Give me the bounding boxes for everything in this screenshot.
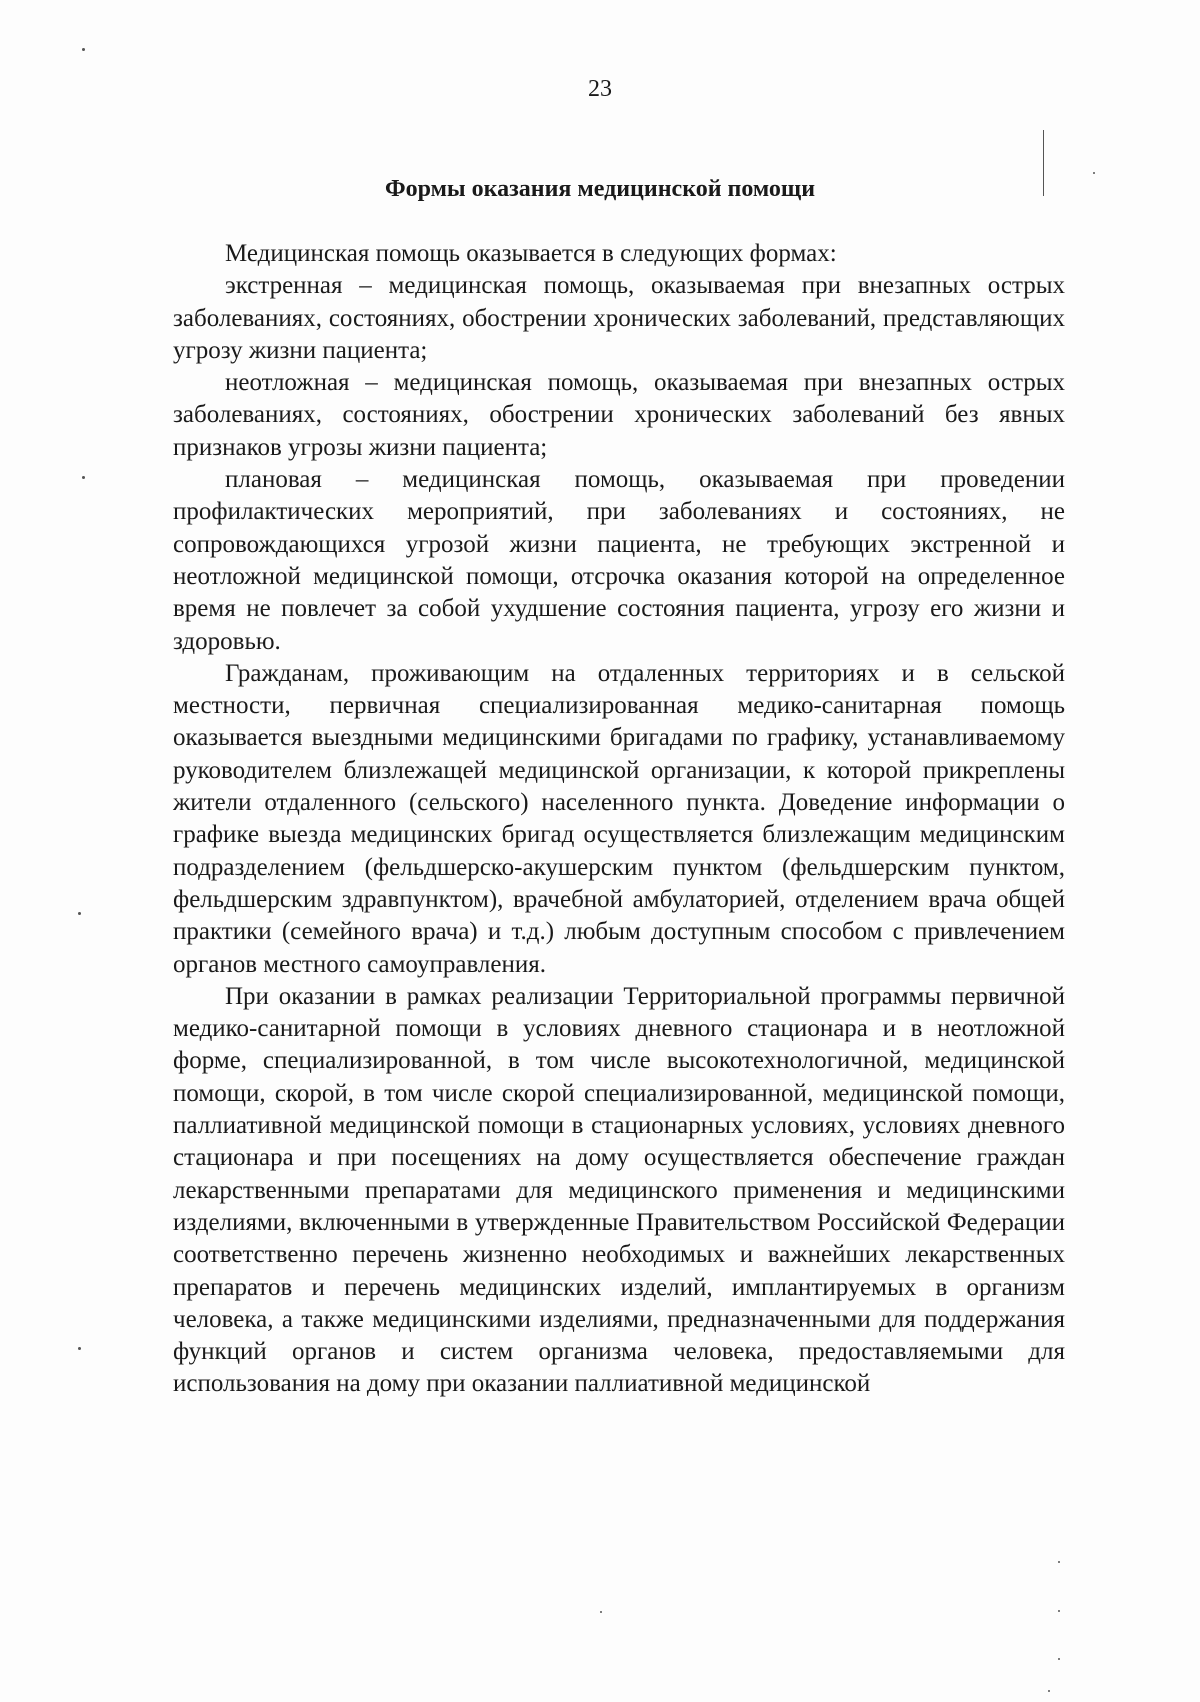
- scan-speck: [600, 1611, 602, 1613]
- section-title: Формы оказания медицинской помощи: [384, 176, 816, 202]
- paragraph-rural-care: Гражданам, проживающим на отдаленных территориях и в сельской местности, первичная специализированная медико-санитарная помощь оказывается выездными медицинскими бригадами по графику, устанавливаемому руководителем близлежащей медицинской организации, к которой прикреплены жители отдаленного (сельского) населенного пункта. Доведение информации о графике выезда медицинских бригад осуществляется близлежащим медицинским подразделением (фельдшерско-акушерским пунктом (фельдшерским пунктом, фельдшерским здравпунктом), врачебной амбулаторией, отделением врача общей практики (семейного врача) и т.д.) любым доступным способом с привлечением органов местного самоуправления.: [173, 659, 1065, 978]
- scan-speck: [1048, 1690, 1050, 1692]
- page-number: 23: [588, 76, 612, 102]
- scan-speck: [82, 476, 85, 479]
- scan-speck: [1058, 1610, 1060, 1612]
- paragraph-emergency: экстренная – медицинская помощь, оказываемая при внезапных острых заболеваниях, состояниях, обострении хронических заболеваний, представляющих угрозу жизни пациента;: [173, 272, 1065, 364]
- paragraph-intro: Медицинская помощь оказывается в следующих формах:: [225, 240, 837, 267]
- scan-speck: [1093, 172, 1095, 174]
- scan-line: [1043, 130, 1044, 196]
- scan-speck: [78, 1347, 81, 1350]
- scan-speck: [1058, 1658, 1060, 1660]
- scan-speck: [78, 912, 81, 915]
- paragraph-urgent: неотложная – медицинская помощь, оказываемая при внезапных острых заболеваниях, состояниях, обострении хронических заболеваний без явных признаков угрозы жизни пациента;: [173, 369, 1065, 461]
- paragraph-planned: плановая – медицинская помощь, оказываемая при проведении профилактических мероприятий, при заболеваниях и состояниях, не сопровождающихся угрозой жизни пациента, не требующих экстренной и неотложной медицинской помощи, отсрочка оказания которой на определенное время не повлечет за собой ухудшение состояния пациента, угрозу его жизни и здоровью.: [173, 466, 1065, 655]
- body-text: [173, 238, 1065, 1401]
- paragraph-drug-provision: При оказании в рамках реализации Территориальной программы первичной медико-санитарной помощи в условиях дневного стационара и в неотложной форме, специализированной, в том числе высокотехнологичной, медицинской помощи, скорой, в том числе скорой специализированной, медицинской помощи, паллиативной медицинской помощи в стационарных условиях, условиях дневного стационара и при посещениях на дому осуществляется обеспечение граждан лекарственными препаратами для медицинского применения и медицинскими изделиями, включенными в утвержденные Правительством Российской Федерации соответственно перечень жизненно необходимых и важнейших лекарственных препаратов и перечень медицинских изделий, имплантируемых в организм человека, а также медицинскими изделиями, предназначенными для поддержания функций органов и систем организма человека, предоставляемыми для использования на дому при оказании паллиативной медицинской: [173, 982, 1065, 1398]
- scan-speck: [82, 48, 85, 51]
- scan-speck: [1058, 1561, 1060, 1563]
